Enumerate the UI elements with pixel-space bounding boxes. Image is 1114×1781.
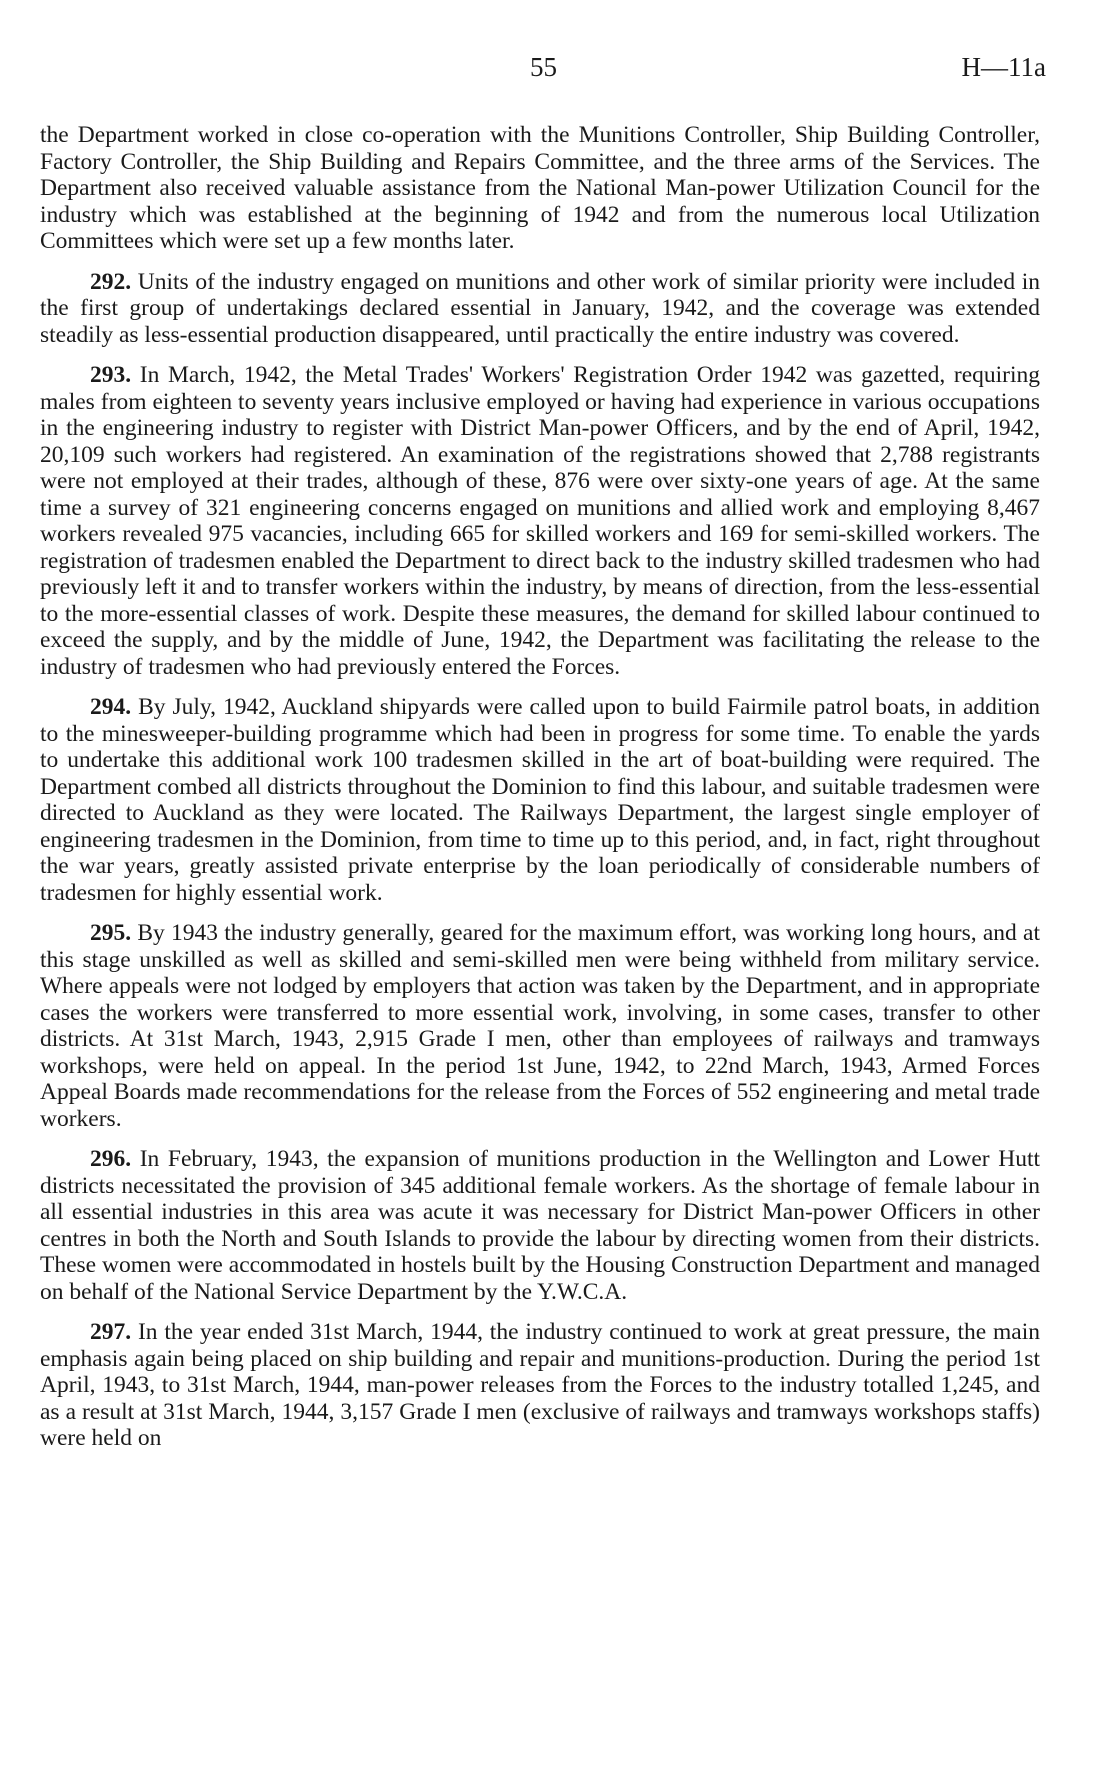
paragraph-292	[40, 269, 1040, 349]
paragraph-text: In the year ended 31st March, 1944, the industry continued to work at great pressure, the main emphasis again being placed on ship building and repair and munitions-production. During the period 1st April, 1943, to 31st March, 1944, man-power releases from the Forces to the industry totalled 1,245, and as a result at 31st March, 1944, 3,157 Grade I men (exclusive of railways and tramways workshops staffs) were held on	[40, 1319, 1041, 1451]
page-number: 55	[530, 52, 557, 82]
paragraph-number: 294.	[90, 694, 132, 720]
paragraph-text: By 1943 the industry generally, geared for the maximum effort, was working long hours, and at this stage unskilled as well as skilled and semi-skilled men were being withheld from military service. Where appeals were not lodged by employers that action was taken by the Department, and in appropriate cases the workers were transferred to more essential work, involving, in some cases, transfer to other districts. At 31st March, 1943, 2,915 Grade I men, other than employees of railways and tramways workshops, were held on appeal. In the period 1st June, 1942, to 22nd March, 1943, Armed Forces Appeal Boards made recommendations for the release from the Forces of 552 engineering and metal trade workers.	[40, 920, 1040, 1132]
paragraph-number: 292.	[90, 268, 132, 295]
paragraph-296	[40, 1146, 1040, 1305]
paragraph-text: Units of the industry engaged on munitions and other work of similar priority were included in the first group of undertakings declared essential in January, 1942, and the coverage was extended steadily as less-essential production disappeared, until practically the entire industry was covered.	[40, 268, 1040, 348]
paragraph-text: In March, 1942, the Metal Trades' Workers' Registration Order 1942 was gazetted, requiring males from eighteen to seventy years inclusive employed or having had experience in various occupations in the engineering industry to register with District Man-power Officers, and by the end of April, 1942, 20,109 such workers had registered. An examination of the registrations showed that 2,788 registrants were not employed at their trades, although of these, 876 were over sixty-one years of age. At the same time a survey of 321 engineering concerns engaged on munitions and allied work and employing 8,467 workers revealed 975 vacancies, including 665 for skilled workers and 169 for semi-skilled workers. The registration of tradesmen enabled the Department to direct back to the industry skilled tradesmen who had previously left it and to transfer workers within the industry, by means of direction, from the less-essential to the more-essential classes of work. Despite these measures, the demand for skilled labour continued to exceed the supply, and by the middle of June, 1942, the Department was facilitating the release to the industry of tradesmen who had previously entered the Forces.	[40, 362, 1041, 680]
paragraph-text: In February, 1943, the expansion of munitions production in the Wellington and Lower Hutt districts necessitated the provision of 345 additional female workers. As the shortage of female labour in all essential industries in this area was acute it was necessary for District Man-power Officers in other centres in both the North and South Islands to provide the labour by directing women from their districts. These women were accommodated in hostels built by the Housing Construction Department and managed on behalf of the National Service Department by the Y.W.C.A.	[40, 1146, 1041, 1305]
paragraph-number: 297.	[90, 1319, 132, 1345]
paragraph-297	[40, 1319, 1040, 1452]
body-text	[40, 122, 1040, 1466]
paragraph-number: 296.	[90, 1146, 132, 1172]
paragraph-text: the Department worked in close co-operation with the Munitions Controller, Ship Building Controller, Factory Controller, the Ship Building and Repairs Committee, and the three arms of the Services. The Department also received valuable assistance from the National Man-power Utilization Council for the industry which was established at the beginning of 1942 and from the numerous local Utilization Committees which were set up a few months later.	[40, 122, 1040, 254]
paragraph-number: 293.	[90, 362, 132, 388]
paragraph-number: 295.	[90, 920, 132, 946]
paragraph-293	[40, 362, 1040, 680]
paragraph-continued	[40, 122, 1040, 255]
document-reference: H—11a	[961, 52, 1046, 82]
page-header	[40, 52, 1046, 92]
paragraph-295	[40, 920, 1040, 1132]
paragraph-text: By July, 1942, Auckland shipyards were called upon to build Fairmile patrol boats, in addition to the minesweeper-building programme which had been in progress for some time. To enable the yards to undertake this additional work 100 tradesmen skilled in the art of boat-building were required. The Department combed all districts throughout the Dominion to find this labour, and suitable tradesmen were directed to Auckland as they were located. The Railways Department, the largest single employer of engineering tradesmen in the Dominion, from time to time up to this period, and, in fact, right throughout the war years, greatly assisted private enterprise by the loan periodically of considerable numbers of tradesmen for highly essential work.	[40, 694, 1041, 906]
paragraph-294	[40, 694, 1040, 906]
